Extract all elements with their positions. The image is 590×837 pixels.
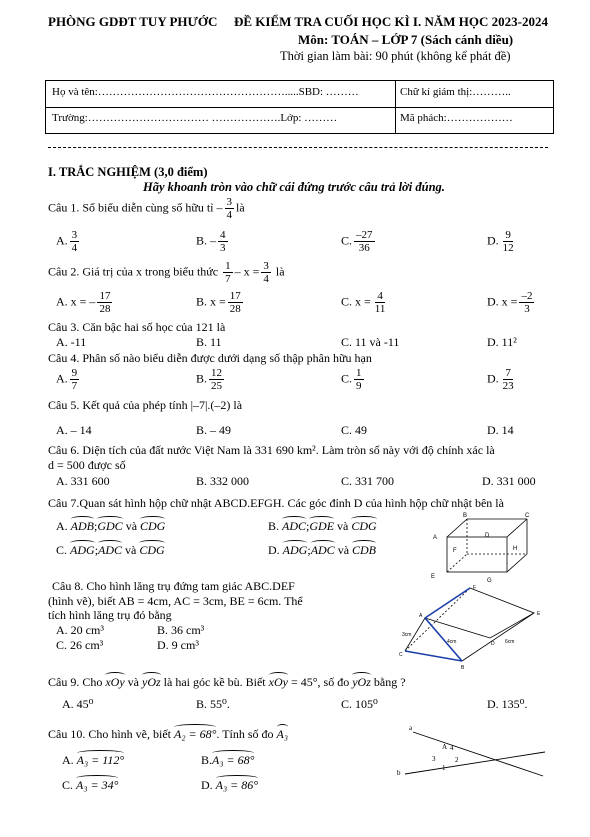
q1-option-a[interactable]: A. $\frac{3}{4}$ <box>56 229 78 254</box>
q9-option-a[interactable]: A. 45⁰ <box>62 697 94 711</box>
svg-text:4: 4 <box>450 744 454 752</box>
q10-option-b[interactable]: B.A₃ = 68° <box>201 750 254 768</box>
question-7: Câu 7.Quan sát hình hộp chữ nhật ABCD.EFGH. Các góc đỉnh D của hình hộp chữ nhật bên là <box>48 496 504 510</box>
q8-option-d[interactable]: D. 9 cm³ <box>157 638 199 652</box>
q2-option-b[interactable]: B. x = $\frac{17}{28}$ <box>196 290 241 315</box>
question-8-line2: (hình vẽ), biết AB = 4cm, AC = 3cm, BE = 6cm. Thể <box>48 594 303 608</box>
question-8-line3: tích hình lăng trụ đó bằng <box>48 608 172 622</box>
prism-figure <box>395 583 545 671</box>
svg-text:F: F <box>473 585 477 591</box>
q4-option-a[interactable]: A. $\frac{9}{7}$ <box>56 367 78 392</box>
svg-text:3cm: 3cm <box>402 632 412 638</box>
exam-time: Thời gian làm bài: 90 phút (không kể phát đề) <box>280 49 511 63</box>
svg-text:H: H <box>513 546 518 552</box>
q3-option-c[interactable]: C. 11 và -11 <box>341 335 400 349</box>
q10-option-d[interactable]: D. A₃ = 86° <box>201 775 258 793</box>
q6-option-b[interactable]: B. 332 000 <box>196 474 250 488</box>
question-5: Câu 5. Kết quả của phép tính |–7|.(–2) là <box>48 398 243 412</box>
q1-option-d[interactable]: D. $\frac{9}{12}$ <box>487 229 514 254</box>
q5-option-a[interactable]: A. – 14 <box>56 423 92 437</box>
q2-option-d[interactable]: D. x = $\frac{-2}{3}$ <box>487 290 533 315</box>
q8-option-b[interactable]: B. 36 cm³ <box>157 623 205 637</box>
svg-text:4cm: 4cm <box>447 639 457 645</box>
supervisor-signature-field[interactable]: Chữ kí giám thị:……….. <box>400 86 511 98</box>
label-b: B <box>463 513 468 519</box>
student-school-field[interactable]: Trường:…………………………… ……………….Lớp: ……… <box>52 112 338 124</box>
q3-option-b[interactable]: B. 11 <box>196 335 222 349</box>
exam-title: ĐỀ KIỂM TRA CUỐI HỌC KÌ I. NĂM HỌC 2023-2024 <box>234 14 548 29</box>
q6-option-a[interactable]: A. 331 600 <box>56 474 110 488</box>
svg-text:1: 1 <box>442 764 446 772</box>
q8-option-c[interactable]: C. 26 cm³ <box>56 638 104 652</box>
question-8-line1: Câu 8. Cho hình lăng trụ đứng tam giác ABC.DEF <box>52 579 295 593</box>
question-9: Câu 9. Cho xOy và yOz là hai góc kề bù. Biết xOy = 45°, số đo yOz bằng ? <box>48 672 406 690</box>
question-6-cont: d = 500 được số <box>48 458 126 472</box>
svg-text:a: a <box>409 724 413 732</box>
q5-option-d[interactable]: D. 14 <box>487 423 514 437</box>
q3-option-a[interactable]: A. -11 <box>56 335 87 349</box>
lines-figure <box>395 722 550 782</box>
svg-text:B: B <box>461 665 465 671</box>
student-name-field[interactable]: Họ và tên:…………………………………………….....SBD: ……… <box>52 86 359 98</box>
q4-option-b[interactable]: B. $\frac{12}{25}$ <box>196 367 223 392</box>
q9-option-c[interactable]: C. 105⁰ <box>341 697 378 711</box>
q6-option-d[interactable]: D. 331 000 <box>482 474 536 488</box>
q2-option-c[interactable]: C. x = $\frac{4}{11}$ <box>341 290 386 315</box>
question-3: Câu 3. Căn bậc hai số học của 121 là <box>48 320 226 334</box>
svg-text:A: A <box>419 613 423 619</box>
code-field[interactable]: Mã phách:……………… <box>400 112 513 124</box>
exam-subject: Môn: TOÁN – LỚP 7 (Sách cánh diều) <box>298 32 514 47</box>
svg-text:3: 3 <box>432 755 436 763</box>
q8-option-a[interactable]: A. 20 cm³ <box>56 623 104 637</box>
svg-text:D: D <box>491 641 495 647</box>
svg-text:D: D <box>485 533 490 539</box>
section-title: I. TRẮC NGHIỆM (3,0 điểm) <box>48 165 208 179</box>
question-6: Câu 6. Diện tích của đất nước Việt Nam là 331 690 km². Làm tròn số này với độ chính xác là <box>48 443 495 457</box>
q5-option-c[interactable]: C. 49 <box>341 423 368 437</box>
school-name: PHÒNG GDĐT TUY PHƯỚC <box>48 14 218 29</box>
q7-option-b[interactable]: B. ADC;GDE và CDG <box>268 516 377 534</box>
svg-text:C: C <box>525 513 530 519</box>
q9-option-d[interactable]: D. 135⁰. <box>487 697 528 711</box>
cut-line <box>48 147 548 148</box>
question-2: Câu 2. Giá trị của x trong biểu thức $\frac{1}{7}$ – x = $\frac{3}{4}$ là <box>48 260 285 285</box>
q7-option-c[interactable]: C. ADG;ADC và CDG <box>56 540 165 558</box>
svg-text:6cm: 6cm <box>505 639 515 645</box>
q10-option-a[interactable]: A. A₃ = 112° <box>62 750 124 768</box>
q4-option-c[interactable]: C. $\frac{1}{9}$ <box>341 367 362 392</box>
q7-option-a[interactable]: A. ADB;GDC và CDG <box>56 516 165 534</box>
svg-text:b: b <box>397 769 401 777</box>
svg-text:E: E <box>431 574 436 580</box>
q1-option-c[interactable]: C. $\frac{-27}{36}$ <box>341 229 373 254</box>
q9-option-b[interactable]: B. 55⁰. <box>196 697 230 711</box>
student-info-box <box>45 80 554 134</box>
q1-option-b[interactable]: B. – $\frac{4}{3}$ <box>196 229 226 254</box>
q4-option-d[interactable]: D. $\frac{7}{23}$ <box>487 367 514 392</box>
q6-option-c[interactable]: C. 331 700 <box>341 474 395 488</box>
cuboid-figure <box>425 510 537 586</box>
q3-option-d[interactable]: D. 11² <box>487 335 517 349</box>
svg-text:G: G <box>487 578 492 584</box>
svg-text:A: A <box>442 743 448 751</box>
svg-text:F: F <box>453 548 457 554</box>
section-instruction: Hãy khoanh tròn vào chữ cái đứng trước câu trả lời đúng. <box>143 180 445 194</box>
q10-option-c[interactable]: C. A₃ = 34° <box>62 775 118 793</box>
question-4: Câu 4. Phân số nào biểu diễn được dưới dạng số thập phân hữu hạn <box>48 351 372 365</box>
question-10: Câu 10. Cho hình vẽ, biết A₂ = 68°. Tính số đo A₃ <box>48 724 288 742</box>
q2-option-a[interactable]: A. x = – $\frac{17}{28}$ <box>56 290 111 315</box>
svg-text:2: 2 <box>455 756 459 764</box>
q7-option-d[interactable]: D. ADG;ADC và CDB <box>268 540 376 558</box>
svg-text:C: C <box>399 652 403 658</box>
q5-option-b[interactable]: B. – 49 <box>196 423 232 437</box>
question-1: Câu 1. Số biểu diễn cùng số hữu tỉ – $\frac{3}{4}$ là <box>48 196 245 221</box>
svg-text:E: E <box>537 611 541 617</box>
svg-text:A: A <box>433 535 438 541</box>
